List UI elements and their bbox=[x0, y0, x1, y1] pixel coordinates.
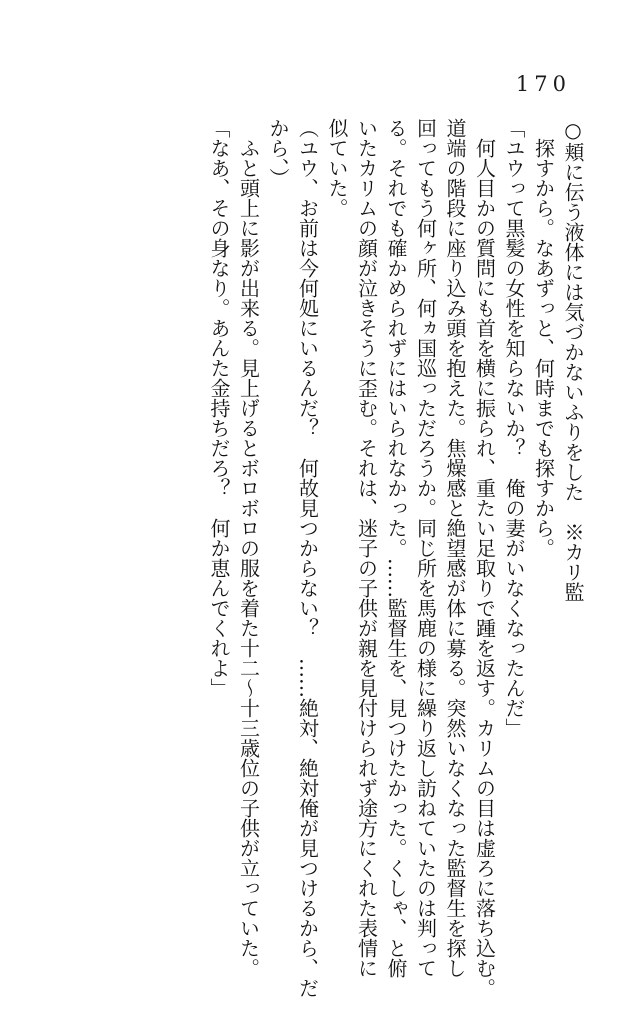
text-line: る。それでも確かめられずにはいられなかった。……監督生を、見つけたかった。くしゃ、と俯 bbox=[384, 118, 408, 978]
text-line: ふと頭上に影が出来る。見上げるとボロボロの服を着た十二〜十三歳位の子供が立っていた。 bbox=[236, 118, 261, 978]
text-line: 何人目かの質問にも首を横に振られ、重たい足取りで踵を返す。カリムの目は虚ろに落ち込む。 bbox=[472, 118, 497, 998]
text-line: 「ユウって黒髪の女性を知らないか？ 俺の妻がいなくなったんだ」 bbox=[502, 118, 526, 738]
text-line: 似ていた。 bbox=[325, 118, 349, 218]
text-line: 「なあ、その身なり。あんた金持ちだろ？ 何か恵んでくれよ」 bbox=[207, 118, 231, 698]
text-line: 回ってもう何ヶ所、何ヵ国巡っただろうか。同じ所を馬鹿の様に繰り返し訪ねていたのは判って bbox=[413, 118, 438, 978]
vertical-text-body bbox=[204, 118, 588, 998]
text-line: 道端の階段に座り込み頭を抱えた。焦燥感と絶望感が体に募る。突然いなくなった監督生を探し bbox=[443, 118, 467, 978]
page-number: 170 bbox=[515, 72, 571, 96]
text-line: いたカリムの顔が泣きそうに歪む。それは、迷子の子供が親を見付けられず途方にくれた表情に bbox=[354, 118, 379, 978]
text-line: から、） bbox=[266, 118, 290, 188]
text-line: ○頬に伝う液体には気づかないふりをした ※カリ監 bbox=[561, 118, 585, 602]
text-line: （ユウ、お前は今何処にいるんだ？ 何故見つからない？ ……絶対、絶対俺が見つけるから、だ bbox=[295, 118, 320, 998]
text-line: 探すから。なあずっと、何時までも探すから。 bbox=[531, 118, 556, 558]
